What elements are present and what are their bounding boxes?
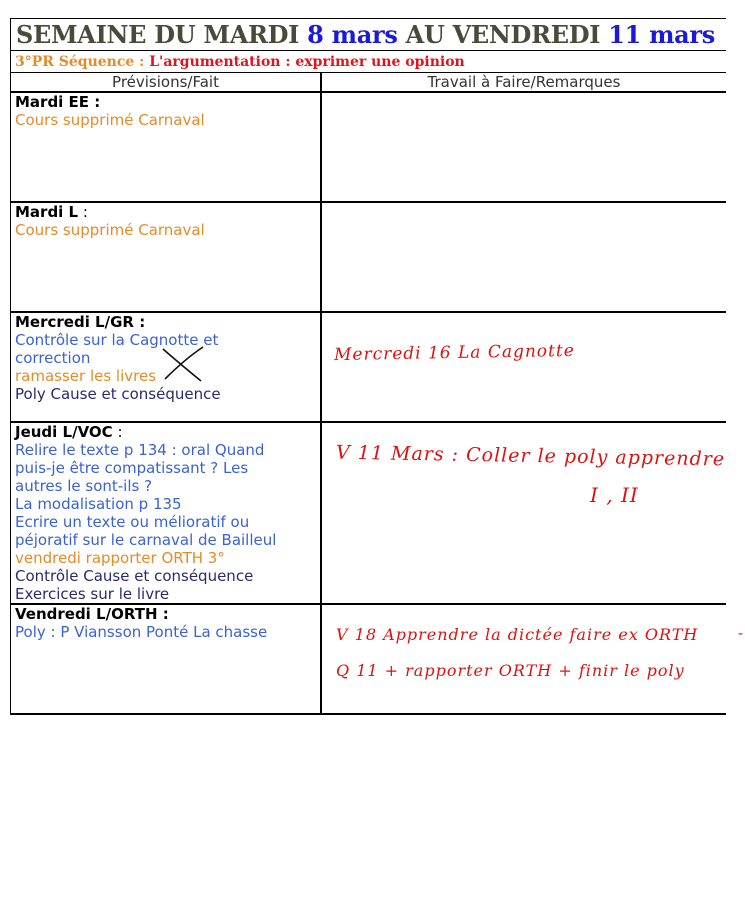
plan-line: Ecrire un texte ou mélioratif ou [15, 513, 250, 531]
day-sep: : [157, 605, 169, 623]
day-name: Jeudi L/VOC [15, 423, 113, 441]
plan-line: La modalisation p 135 [15, 495, 182, 513]
day-sep: : [112, 423, 123, 441]
plan-line: ramasser les livres [15, 367, 157, 385]
title-prefix: SEMAINE DU MARDI [16, 20, 300, 49]
day-sep: : [133, 313, 146, 331]
page-title [16, 20, 715, 49]
title-date-start: 8 mars [307, 20, 398, 49]
planner-sheet [10, 18, 726, 715]
handwritten-note: V 11 Mars : Coller le poly apprendre [335, 441, 726, 471]
day-label [15, 203, 316, 221]
sequence-topic: L'argumentation : exprimer une opinion [149, 53, 465, 70]
day-name: Mardi EE [15, 93, 90, 111]
remarks-cell [322, 423, 726, 603]
plan-line: Poly Cause et conséquence [15, 385, 221, 403]
day-label [15, 313, 316, 331]
handwritten-cross-mark [159, 345, 207, 385]
day-sep: : [89, 93, 101, 111]
plan-line: Exercices sur le livre [15, 585, 170, 603]
plan-line: Poly : P Viansson Ponté La chasse [15, 623, 268, 641]
sequence-row [10, 51, 726, 73]
plan-line: correction [15, 349, 91, 367]
plan-line: autres le sont-ils ? [15, 477, 153, 495]
title-row [10, 18, 726, 51]
previsions-cell [11, 313, 322, 421]
handwritten-note: Q 11 + rapporter ORTH + finir le poly [336, 661, 685, 680]
plan-line: Contrôle sur la Cagnotte et [15, 331, 219, 349]
plan-line: puis-je être compatissant ? Les [15, 459, 249, 477]
day-row-vendredi [10, 605, 726, 715]
remarks-cell [322, 605, 726, 713]
day-name: Vendredi L/ORTH [15, 605, 158, 623]
day-row-mardi-ee [10, 93, 726, 203]
day-row-jeudi [10, 423, 726, 605]
day-name: Mercredi L/GR [15, 313, 134, 331]
title-middle: AU VENDREDI [405, 20, 601, 49]
plan-line: Cours supprimé Carnaval [15, 111, 205, 129]
column-header-row [10, 73, 726, 93]
day-row-mardi-l [10, 203, 726, 313]
handwritten-note: I , II [590, 483, 639, 507]
day-label [15, 93, 316, 111]
handwritten-note: V 18 Apprendre la dictée faire ex ORTH [336, 625, 699, 644]
remarks-cell [322, 313, 726, 421]
title-date-end: 11 mars [608, 20, 715, 49]
sequence-heading [15, 54, 465, 70]
day-sep: : [78, 203, 88, 221]
remarks-cell [322, 203, 726, 311]
day-label [15, 605, 316, 623]
header-travail: Travail à Faire/Remarques [427, 73, 621, 91]
remarks-cell [322, 93, 726, 201]
plan-line: péjoratif sur le carnaval de Bailleul [15, 531, 277, 549]
previsions-cell [11, 605, 322, 713]
stray-mark: - [738, 626, 744, 642]
previsions-cell [11, 93, 322, 201]
day-label [15, 423, 316, 441]
handwritten-note: Mercredi 16 La Cagnotte [333, 340, 575, 366]
plan-line: Cours supprimé Carnaval [15, 221, 205, 239]
day-row-mercredi [10, 313, 726, 423]
day-name: Mardi L [15, 203, 79, 221]
plan-line: Relire le texte p 134 : oral Quand [15, 441, 265, 459]
plan-line: vendredi rapporter ORTH 3° [15, 549, 225, 567]
previsions-cell [11, 203, 322, 311]
plan-line: Contrôle Cause et conséquence [15, 567, 254, 585]
previsions-cell [11, 423, 322, 603]
header-previsions: Prévisions/Fait [11, 73, 322, 91]
sequence-label: 3°PR Séquence : [15, 53, 145, 70]
